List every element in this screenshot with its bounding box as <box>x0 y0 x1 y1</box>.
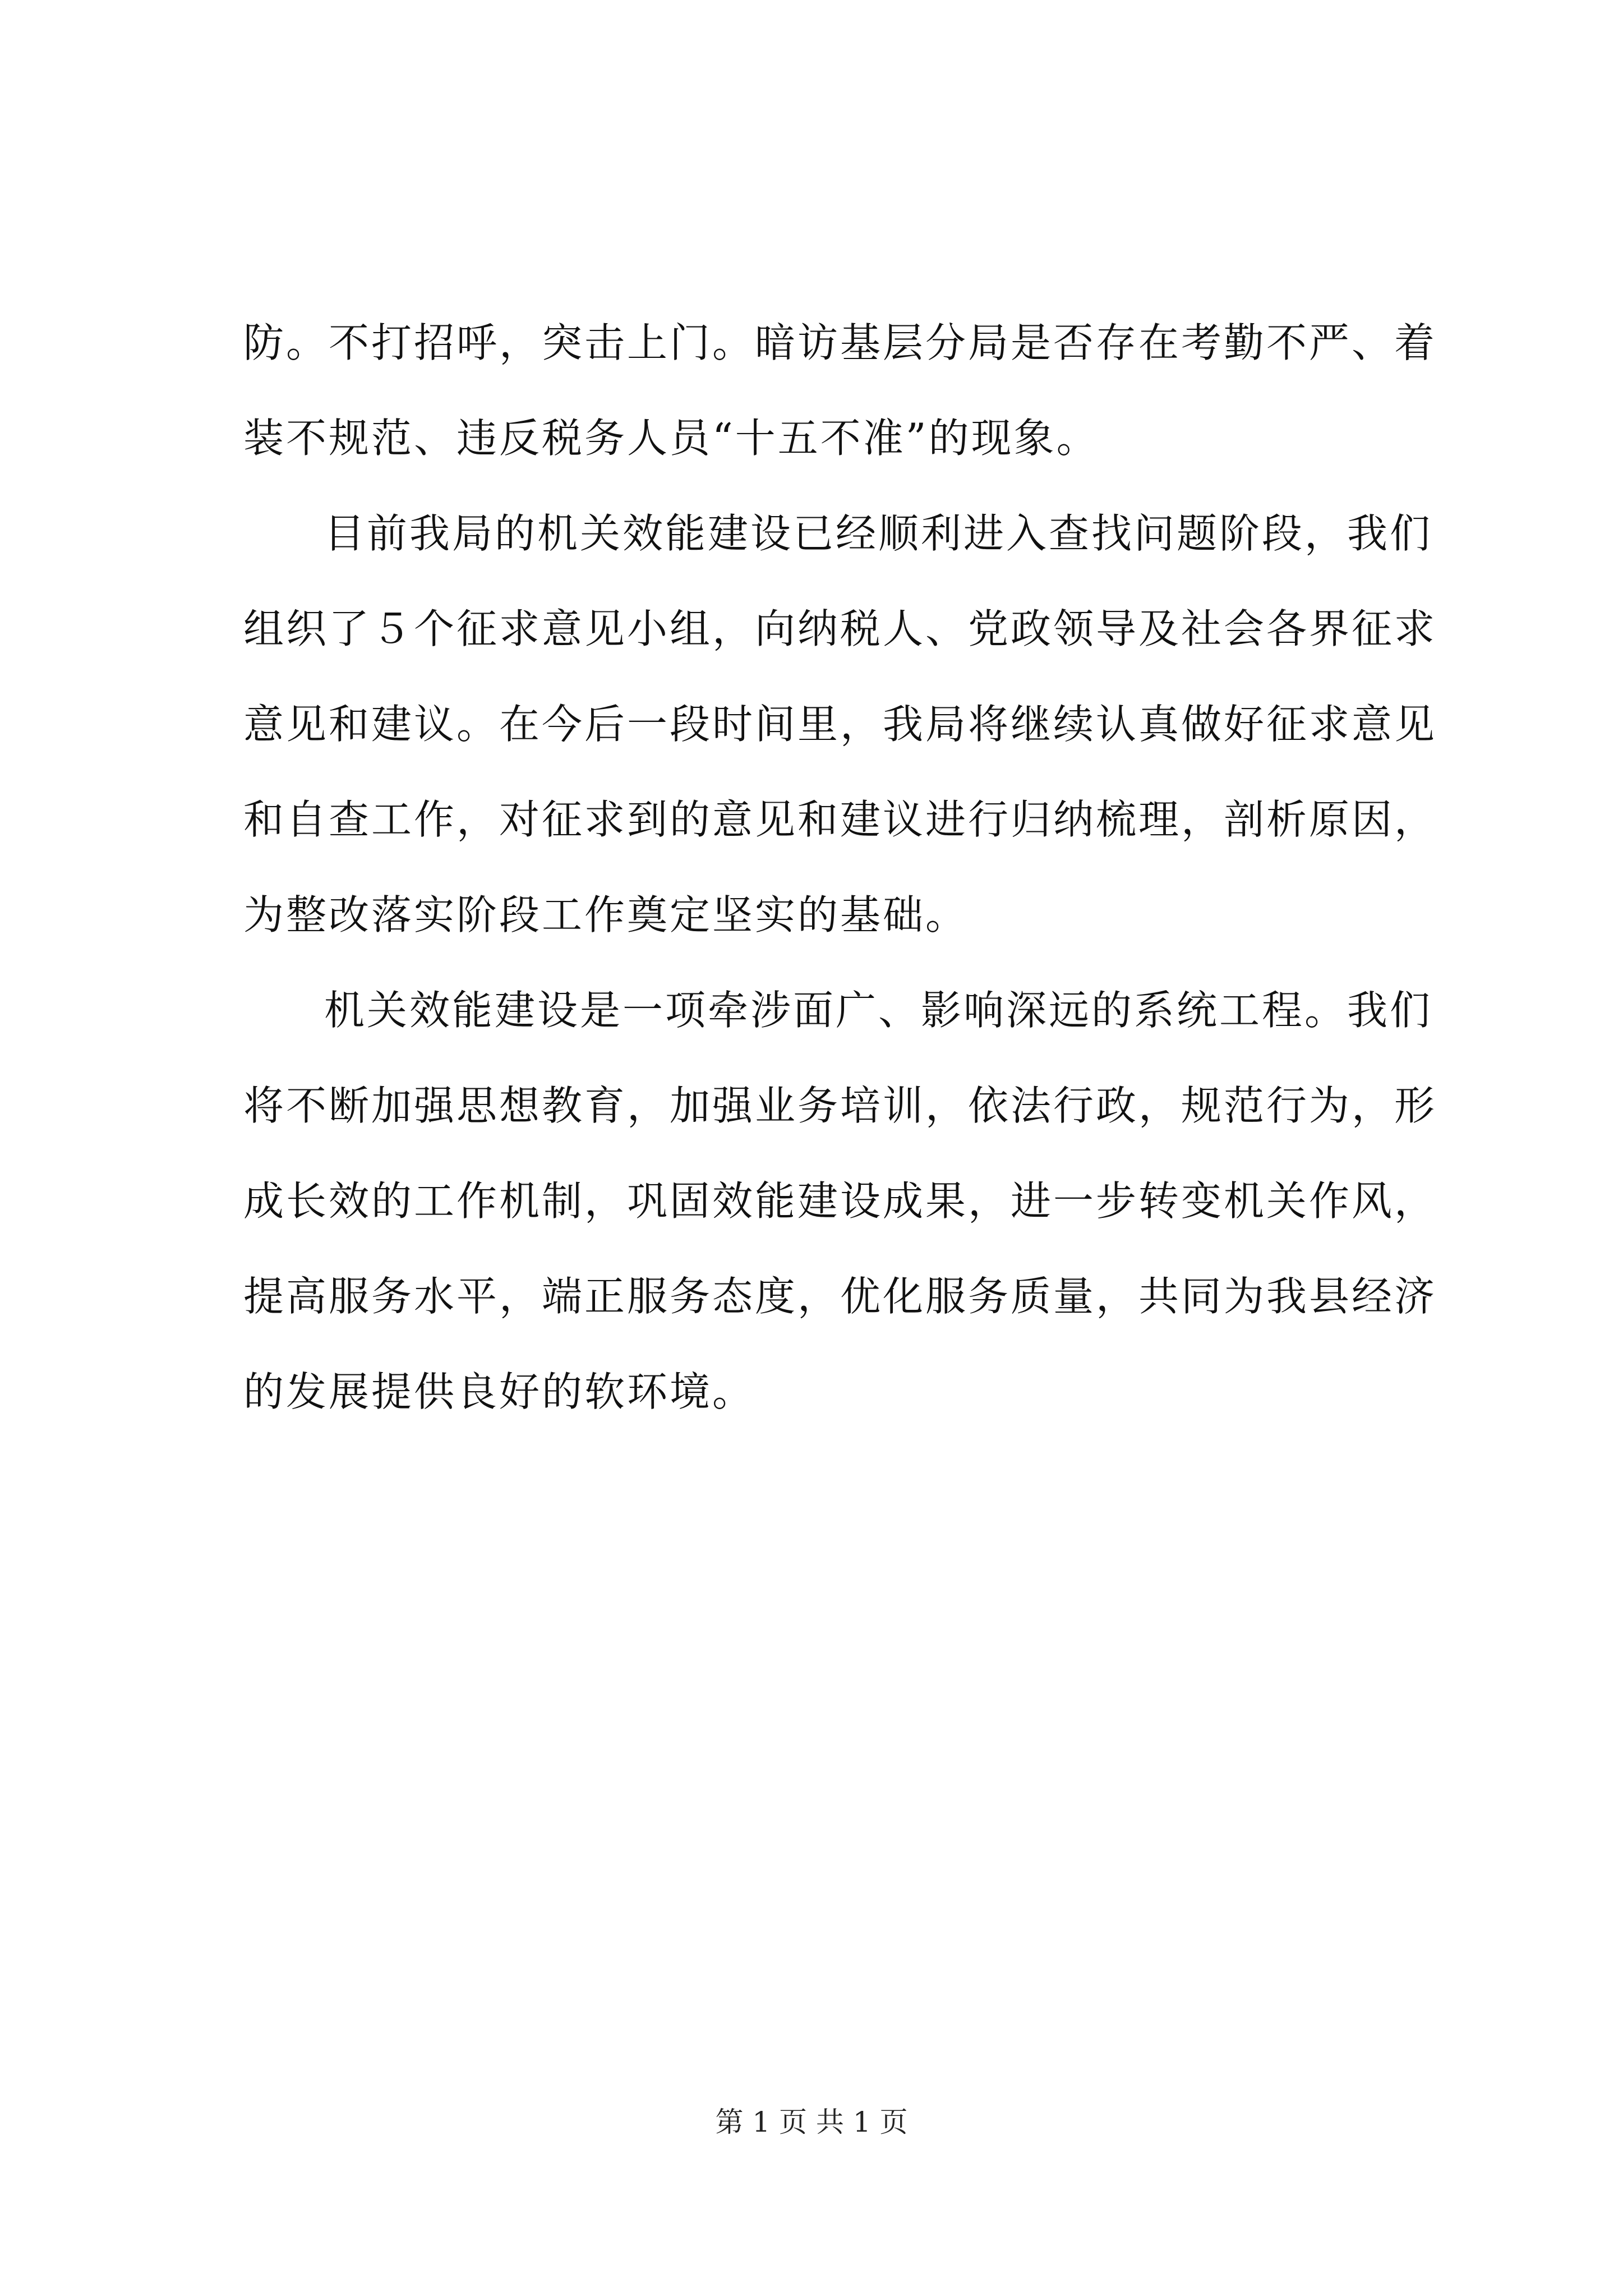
text-line: 组织了５个征求意见小组，向纳税人、党政领导及社会各界征求 <box>243 605 1437 652</box>
text-line: 和自查工作，对征求到的意见和建议进行归纳梳理，剖析原因， <box>243 796 1437 843</box>
paragraph-1 <box>243 295 1437 486</box>
text-line: 装不规范、违反税务人员“十五不准”的现象。 <box>243 415 1099 462</box>
paragraph-2 <box>243 486 1437 963</box>
text-line: 防。不打招呼，突击上门。暗访基层分局是否存在考勤不严、着 <box>243 319 1437 366</box>
text-line: 提高服务水平，端正服务态度，优化服务质量，共同为我县经济 <box>243 1273 1437 1320</box>
page-footer <box>0 2102 1623 2142</box>
page-number-label: 第 1 页 共 1 页 <box>715 2106 908 2138</box>
text-line: 目前我局的机关效能建设已经顺利进入查找问题阶段，我们 <box>324 510 1433 557</box>
text-line: 为整改落实阶段工作奠定坚实的基础。 <box>243 891 969 938</box>
text-line: 成长效的工作机制，巩固效能建设成果，进一步转变机关作风， <box>243 1177 1437 1225</box>
document-body <box>243 295 1437 1439</box>
text-line: 的发展提供良好的软环境。 <box>243 1368 755 1415</box>
text-line: 将不断加强思想教育，加强业务培训，依法行政，规范行为，形 <box>243 1082 1437 1129</box>
text-line: 意见和建议。在今后一段时间里，我局将继续认真做好征求意见 <box>243 701 1437 748</box>
text-line: 机关效能建设是一项牵涉面广、影响深远的系统工程。我们 <box>324 987 1433 1034</box>
paragraph-3 <box>243 963 1437 1439</box>
